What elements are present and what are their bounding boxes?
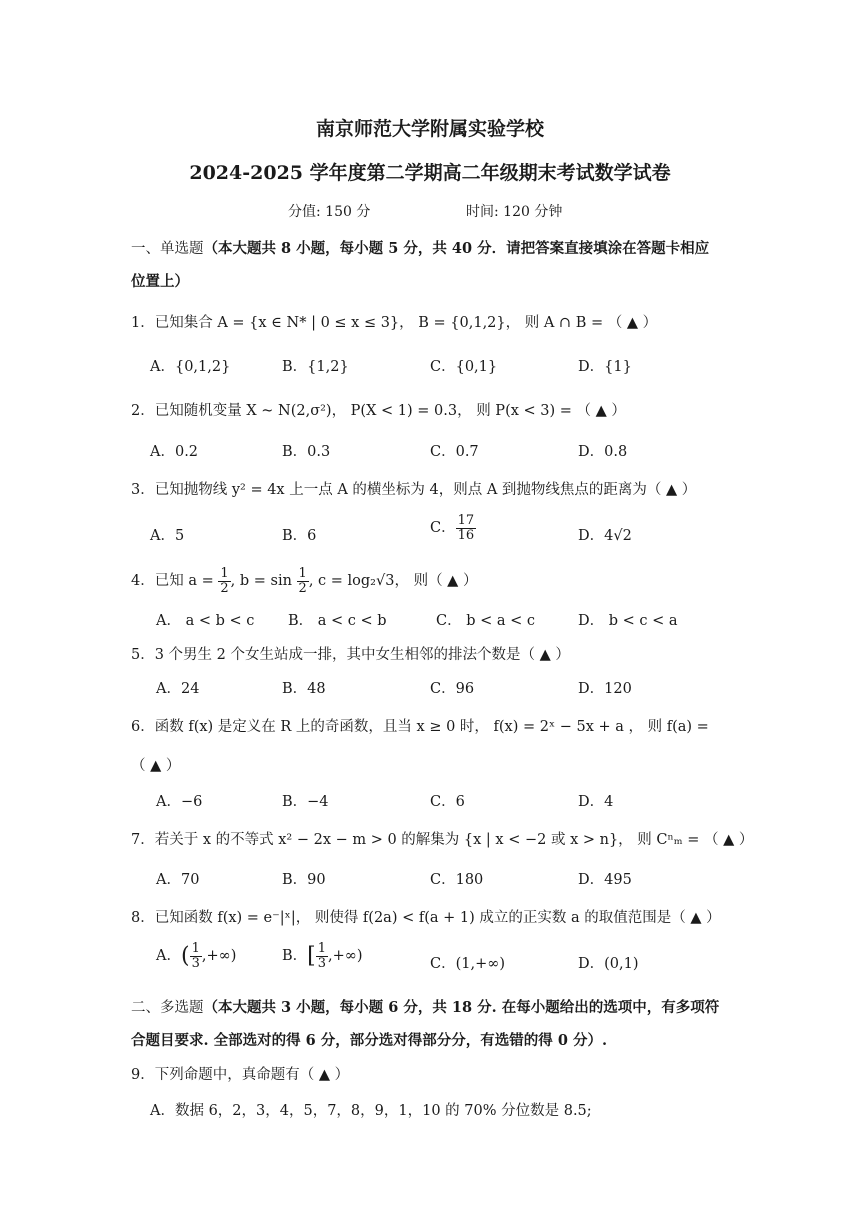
q2-option-c: C．0.7: [430, 444, 479, 460]
q1-option-b: B．{1,2}: [282, 359, 349, 375]
q3-option-a: A．5: [150, 528, 185, 544]
question-6-stem-cont: （ ▲ ）: [131, 758, 181, 774]
q6-option-b: B．−4: [282, 794, 329, 810]
q6-option-d: D．4: [578, 794, 614, 810]
q3-option-d: D．4√2: [578, 528, 632, 544]
q3-option-b: B．6: [282, 528, 317, 544]
q9-option-a: A．数据 6，2，3，4，5，7，8，9，1，10 的 70% 分位数是 8.5;: [150, 1103, 592, 1119]
section1-heading: [131, 237, 709, 258]
q7-option-c: C．180: [430, 872, 484, 888]
q2-option-b: B．0.3: [282, 444, 331, 460]
q8-option-a-label: A．: [156, 948, 181, 965]
section1-instructions: （本大题共 8 小题，每小题 5 分，共 40 分．请把答案直接填涂在答题卡相应: [203, 240, 710, 257]
q2-option-d: D．0.8: [578, 444, 628, 460]
section1-instructions-cont: 位置上）: [131, 273, 189, 290]
fraction-denominator: 3: [317, 955, 327, 971]
q4-fraction-b: [297, 567, 309, 595]
question-9-stem: 9．下列命题中，真命题有（ ▲ ）: [131, 1067, 350, 1083]
q8-option-b-fraction: [316, 942, 328, 970]
q4-option-a: A． a < b < c: [156, 613, 255, 629]
q4-stem-prefix: 4．已知 a =: [131, 573, 214, 590]
question-5-stem: 5．3 个男生 2 个女生站成一排，其中女生相邻的排法个数是（ ▲ ）: [131, 647, 570, 663]
q4-stem-mid2: , c = log₂√3， 则（ ▲ ）: [308, 573, 478, 590]
question-2-stem: 2．已知随机变量 X ~ N(2,σ²)， P(X < 1) = 0.3， 则 P(x < 3) = （ ▲ ）: [131, 403, 626, 419]
fraction-numerator: 1: [317, 941, 327, 956]
q8-option-b-left-bracket: [: [307, 943, 316, 969]
fraction-numerator: 1: [298, 566, 307, 581]
q1-option-a: A．{0,1,2}: [150, 359, 231, 375]
question-7-stem: 7．若关于 x 的不等式 x² − 2x − m > 0 的解集为 {x | x < −2 或 x > n}， 则 Cⁿₘ = （ ▲ ）: [131, 832, 754, 848]
q4-fraction-a: [218, 567, 230, 595]
q8-option-c: C．(1,+∞): [430, 956, 505, 972]
exam-title: 2024-2025 学年度第二学期高二年级期末考试数学试卷: [189, 162, 671, 184]
q2-option-a: A．0.2: [150, 444, 199, 460]
section1-label: 一、单选题: [131, 241, 204, 257]
q1-option-c: C．{0,1}: [430, 359, 498, 375]
q4-option-b: B． a < c < b: [288, 613, 387, 629]
q4-stem-mid1: , b = sin: [230, 573, 292, 590]
q8-option-a-left-bracket: (: [180, 943, 190, 969]
fraction-denominator: 3: [191, 955, 200, 971]
section2-instructions: （本大题共 3 小题，每小题 6 分，共 18 分. 在每小题给出的选项中，有多项符: [203, 999, 720, 1016]
fraction-denominator: 2: [220, 580, 229, 596]
q3-option-c-label: C．: [430, 520, 456, 537]
q8-option-b-label: B．: [282, 948, 308, 965]
question-4-stem: [131, 567, 477, 595]
q8-option-b: [282, 942, 363, 970]
question-8-stem: 8．已知函数 f(x) = e⁻|ˣ|， 则使得 f(2a) < f(a + 1) 成立的正实数 a 的取值范围是（ ▲ ）: [131, 910, 721, 926]
fraction-numerator: 1: [191, 941, 200, 956]
q8-option-a-interval-end: ,+∞): [201, 948, 237, 965]
question-3-stem: 3．已知抛物线 y² = 4x 上一点 A 的横坐标为 4，则点 A 到抛物线焦点的距离为（ ▲ ）: [131, 482, 697, 498]
q8-option-a: [156, 942, 236, 970]
fraction-denominator: 16: [457, 527, 475, 543]
q7-option-b: B．90: [282, 872, 326, 888]
q8-option-a-fraction: [190, 942, 202, 970]
question-6-stem: 6．函数 f(x) 是定义在 R 上的奇函数，且当 x ≥ 0 时， f(x) = 2ˣ − 5x + a ， 则 f(a) =: [131, 719, 709, 735]
q3-option-c: [430, 514, 476, 542]
school-title: 南京师范大学附属实验学校: [315, 118, 544, 140]
q6-option-c: C．6: [430, 794, 465, 810]
q3-option-c-fraction: [456, 514, 477, 542]
time-info: 时间: 120 分钟: [466, 204, 563, 220]
fraction-numerator: 1: [220, 566, 229, 581]
section2-heading: [131, 996, 719, 1017]
q5-option-a: A．24: [156, 681, 200, 697]
q8-option-b-interval-end: ,+∞): [328, 948, 363, 965]
fraction-denominator: 2: [298, 580, 307, 596]
q7-option-d: D．495: [578, 872, 632, 888]
question-1-stem: 1．已知集合 A = {x ∈ N* | 0 ≤ x ≤ 3}， B = {0,1,2}， 则 A ∩ B = （ ▲ ）: [131, 315, 658, 331]
q4-option-d: D． b < c < a: [578, 613, 678, 629]
section2-instructions-cont: 合题目要求. 全部选对的得 6 分，部分选对得部分分，有选错的得 0 分）.: [131, 1032, 608, 1049]
q5-option-b: B．48: [282, 681, 326, 697]
q7-option-a: A．70: [156, 872, 200, 888]
q5-option-c: C．96: [430, 681, 475, 697]
section2-label: 二、多选题: [131, 1000, 204, 1016]
q8-option-d: D．(0,1): [578, 956, 639, 972]
q5-option-d: D．120: [578, 681, 632, 697]
score-info: 分值: 150 分: [288, 204, 371, 220]
q1-option-d: D．{1}: [578, 359, 632, 375]
fraction-numerator: 17: [457, 513, 475, 528]
q6-option-a: A．−6: [156, 794, 203, 810]
q4-option-c: C． b < a < c: [436, 613, 535, 629]
